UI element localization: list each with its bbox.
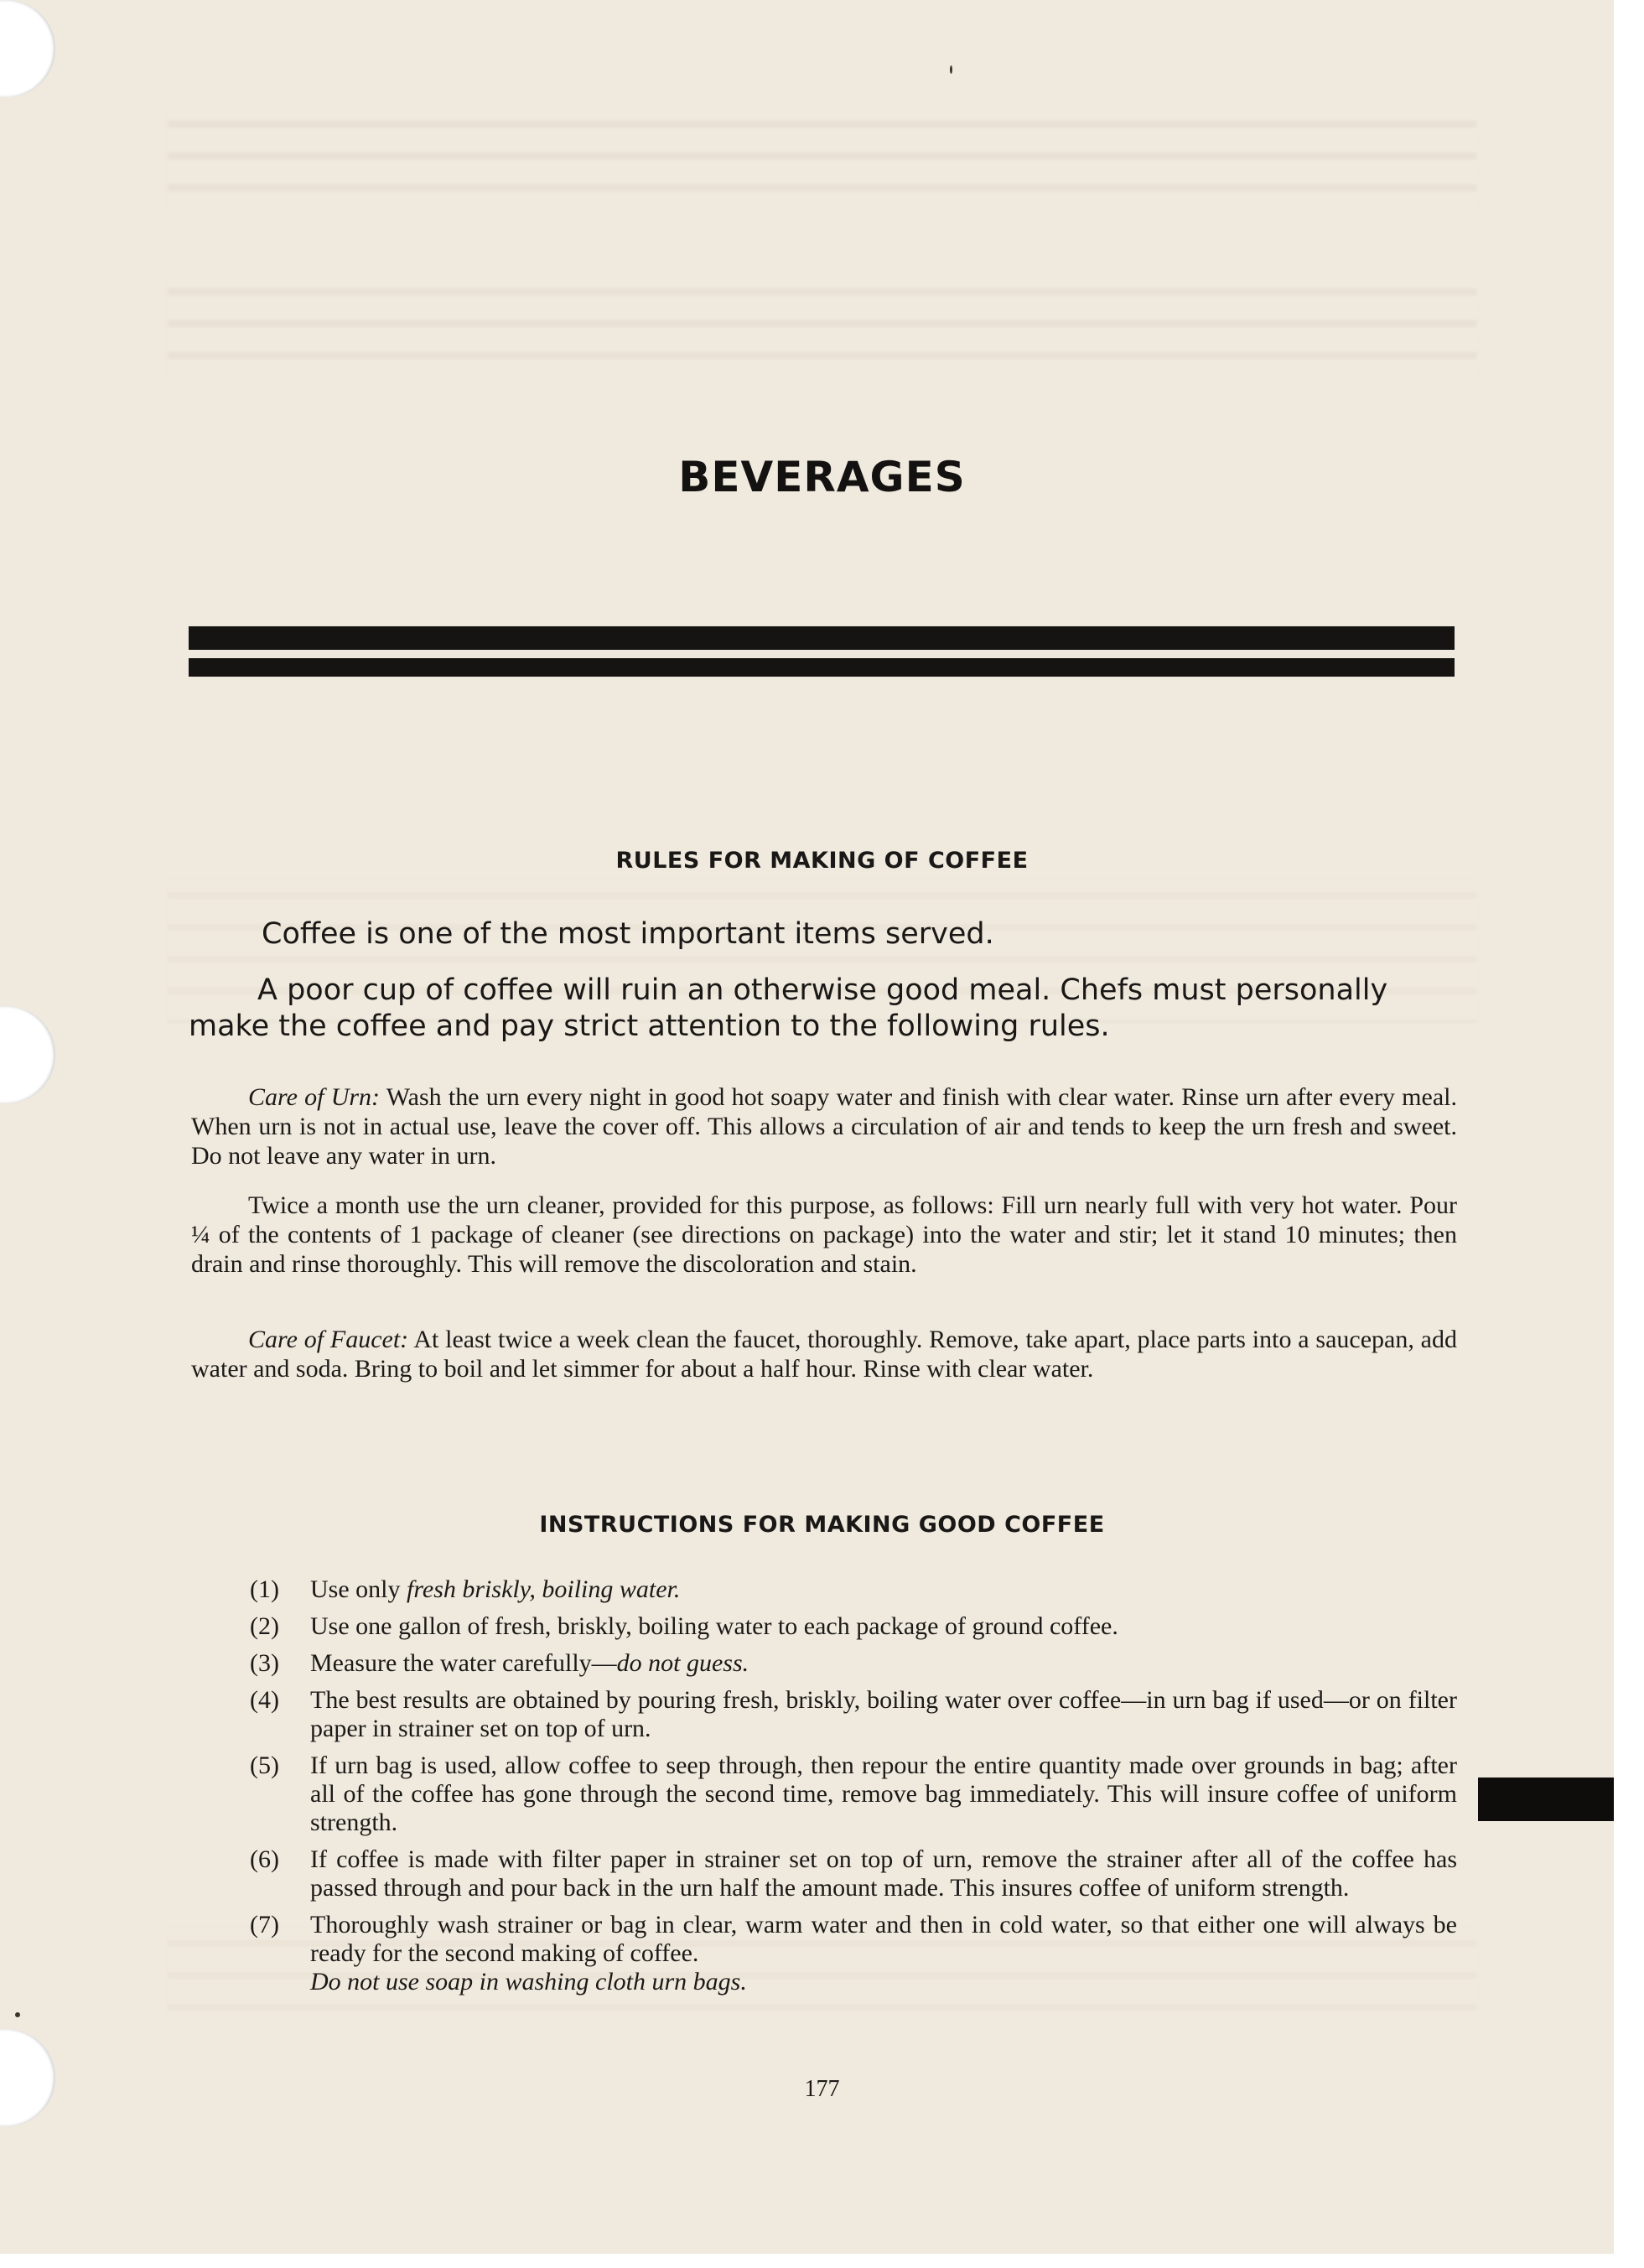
list-item bbox=[191, 1911, 1457, 1996]
list-item-number: (3) bbox=[250, 1649, 279, 1677]
list-item bbox=[191, 1752, 1457, 1837]
list-item-text bbox=[310, 1845, 1457, 1902]
scan-border-bottom bbox=[0, 2254, 1644, 2268]
care-of-urn-label: Care of Urn: bbox=[248, 1083, 381, 1111]
list-item-plain-text: Thoroughly wash strainer or bag in clear, warm water and then in cold water, so that either one will always be ready for the second making of coffee. bbox=[310, 1911, 1457, 1967]
list-item bbox=[191, 1649, 1457, 1678]
heading-rules-for-making-coffee: RULES FOR MAKING OF COFFEE bbox=[615, 848, 1029, 874]
list-item-plain-text: The best results are obtained by pouring fresh, briskly, boiling water over coffee—in urn bag if used—or on filter paper in strainer set on top of urn. bbox=[310, 1686, 1457, 1742]
list-item-number: (2) bbox=[250, 1612, 279, 1640]
list-item-number: (6) bbox=[250, 1845, 279, 1873]
list-item bbox=[191, 1575, 1457, 1604]
list-item-text bbox=[310, 1649, 1457, 1678]
list-item-number: (7) bbox=[250, 1911, 279, 1938]
title-rule-upper bbox=[189, 626, 1455, 650]
closing-note-soap: Do not use soap in washing cloth urn bags. bbox=[310, 1968, 747, 1996]
list-item-text bbox=[310, 1686, 1457, 1743]
list-item-text bbox=[310, 1575, 1457, 1604]
punch-hole-top bbox=[0, 0, 55, 97]
show-through-texture bbox=[168, 277, 1476, 377]
list-item-plain-text: Use only bbox=[310, 1575, 407, 1603]
page-title: BEVERAGES bbox=[678, 453, 966, 501]
ink-speck bbox=[950, 65, 952, 74]
list-item-number: (5) bbox=[250, 1752, 279, 1779]
list-item-emphasis: do not guess. bbox=[616, 1649, 749, 1677]
list-item bbox=[191, 1612, 1457, 1641]
paragraph-care-of-urn bbox=[191, 1082, 1457, 1170]
punch-hole-middle bbox=[0, 1006, 55, 1103]
heading-instructions-good-coffee: INSTRUCTIONS FOR MAKING GOOD COFFEE bbox=[539, 1512, 1105, 1538]
title-rule-lower bbox=[189, 658, 1455, 677]
ink-speck bbox=[15, 2012, 20, 2017]
care-of-urn-text: Wash the urn every night in good hot soapy water and finish with clear water. Rinse urn after every meal. When urn is not in actual use, leave the cover off. This allows a circulation of air and tends to keep the urn fresh and sweet. Do not leave any water in urn. bbox=[191, 1083, 1457, 1170]
page-number: 177 bbox=[804, 2076, 840, 2102]
paragraph-care-of-faucet bbox=[191, 1325, 1457, 1383]
instructions-list bbox=[191, 1575, 1457, 2005]
list-item-text bbox=[310, 1911, 1457, 1996]
list-item-emphasis: fresh briskly, boiling water. bbox=[407, 1575, 681, 1603]
list-item-plain-text: Use one gallon of fresh, briskly, boiling water to each package of ground coffee. bbox=[310, 1612, 1118, 1640]
lead-sentence-poor-cup: A poor cup of coffee will ruin an otherwise good meal. Chefs must personally make the coffee and pay strict attention to the following rules. bbox=[189, 973, 1388, 1043]
lead-sentence-importance: Coffee is one of the most important items served. bbox=[262, 917, 994, 951]
list-item-number: (1) bbox=[250, 1575, 279, 1603]
scan-border-right bbox=[1614, 0, 1644, 2268]
urn-cleaner-text: Twice a month use the urn cleaner, provided for this purpose, as follows: Fill urn nearly full with very hot water. Pour ¼ of the contents of 1 package of cleaner (see directions on package) into the water and stir; let it stand 10 minutes; then drain and rinse thoroughly. This will remove the discoloration and stain. bbox=[191, 1191, 1457, 1278]
list-item bbox=[191, 1686, 1457, 1743]
show-through-texture bbox=[168, 109, 1476, 210]
list-item-text bbox=[310, 1752, 1457, 1837]
list-item-plain-text: If coffee is made with filter paper in strainer set on top of urn, remove the strainer after all of the coffee has passed through and pour back in the urn half the amount made. This insures coffee of uniform strength. bbox=[310, 1845, 1457, 1902]
paragraph-urn-cleaner bbox=[191, 1191, 1457, 1279]
list-item-plain-text: Measure the water carefully— bbox=[310, 1649, 617, 1677]
thumb-index-tab bbox=[1478, 1778, 1614, 1821]
list-item bbox=[191, 1845, 1457, 1902]
list-item-plain-text: If urn bag is used, allow coffee to seep through, then repour the entire quantity made over grounds in bag; after all of the coffee has gone through the second time, remove bag immediately. This will insure coffee of uniform strength. bbox=[310, 1752, 1457, 1836]
list-item-number: (4) bbox=[250, 1686, 279, 1714]
care-of-faucet-label: Care of Faucet: bbox=[248, 1326, 409, 1353]
list-item-text bbox=[310, 1612, 1457, 1641]
care-of-faucet-text: At least twice a week clean the faucet, thoroughly. Remove, take apart, place parts into a saucepan, add water and soda. Bring to boil and let simmer for about a half hour. Rinse with clear water. bbox=[191, 1326, 1457, 1383]
